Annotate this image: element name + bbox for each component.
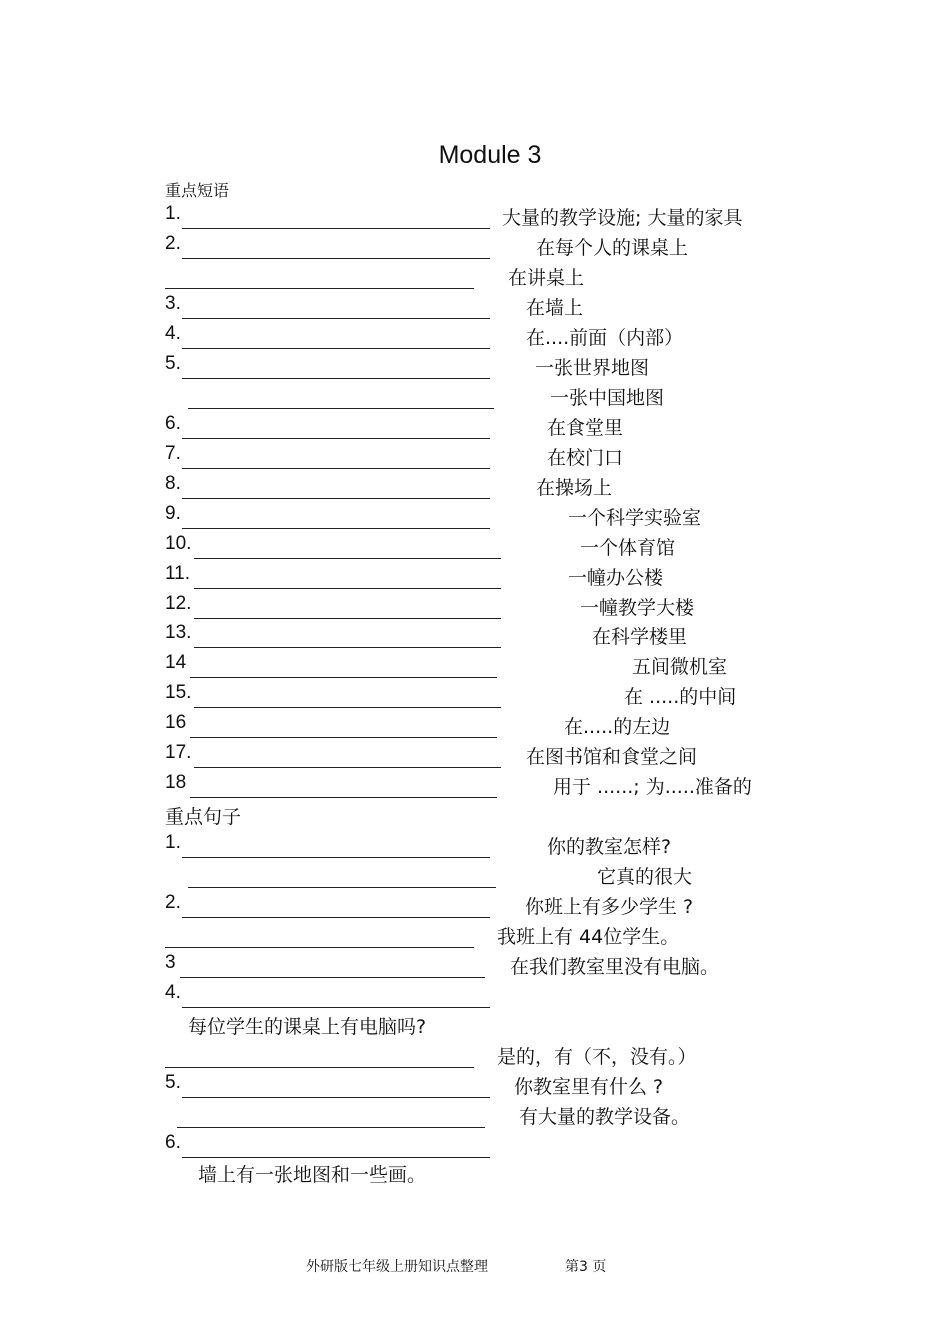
phrase-answer-blank[interactable]	[194, 647, 501, 648]
phrase-answer-blank[interactable]	[194, 618, 501, 619]
sentence-answer-blank[interactable]	[188, 887, 496, 888]
phrase-answer-blank[interactable]	[194, 558, 501, 559]
phrase-number: 11.	[165, 563, 191, 584]
phrase-chinese-text: 一个体育馆	[580, 537, 676, 559]
phrase-answer-blank[interactable]	[190, 677, 497, 678]
sentence-chinese-text: 我班上有 44位学生。	[497, 926, 680, 948]
phrase-chinese-text: 一张中国地图	[550, 387, 665, 409]
phrase-number: 17.	[165, 742, 192, 763]
phrase-number: 10.	[165, 533, 192, 554]
sentence-number: 3	[165, 952, 176, 973]
phrase-number: 12.	[165, 593, 192, 614]
sentence-number: 4.	[165, 982, 181, 1003]
phrase-chinese-text: 五间微机室	[632, 656, 728, 678]
phrase-chinese-text: 一幢办公楼	[568, 567, 664, 589]
phrase-answer-blank[interactable]	[182, 528, 490, 529]
phrase-chinese-text: 大量的教学设施; 大量的家具	[502, 207, 743, 229]
phrase-chinese-text: 在墙上	[526, 297, 584, 319]
phrase-chinese-text: 在 .....的中间	[624, 686, 737, 708]
phrase-chinese-text: 在每个人的课桌上	[536, 237, 689, 259]
sentences-heading: 重点句子	[165, 806, 242, 828]
phrase-number: 8.	[165, 473, 181, 494]
phrase-number: 14	[165, 652, 187, 673]
phrase-number: 9.	[165, 503, 181, 524]
phrase-number: 2.	[165, 233, 181, 254]
phrase-number: 13.	[165, 622, 192, 643]
sentence-chinese-text: 有大量的教学设备。	[519, 1106, 691, 1128]
phrase-answer-blank[interactable]	[182, 258, 490, 259]
phrase-chinese-text: 在食堂里	[547, 417, 624, 439]
sentence-answer-blank[interactable]	[182, 917, 490, 918]
sentence-chinese-text: 你教室里有什么 ?	[514, 1076, 664, 1098]
phrase-answer-blank[interactable]	[182, 378, 490, 379]
phrase-chinese-text: 在校门口	[547, 447, 624, 469]
phrase-chinese-text: 在科学楼里	[592, 626, 688, 648]
phrase-chinese-text: 一张世界地图	[535, 357, 650, 379]
phrase-number: 3.	[165, 293, 181, 314]
sentence-number: 2.	[165, 892, 181, 913]
sentence-number: 1.	[165, 832, 181, 853]
phrase-chinese-text: 在讲桌上	[508, 267, 585, 289]
footer-page: 第3 页	[565, 1259, 607, 1275]
sentence-chinese-text: 每位学生的课桌上有电脑吗?	[188, 1016, 427, 1038]
phrase-answer-blank[interactable]	[190, 797, 497, 798]
phrase-chinese-text: 一幢教学大楼	[580, 597, 695, 619]
page-title: Module 3	[438, 141, 542, 169]
phrase-answer-blank[interactable]	[182, 348, 490, 349]
phrase-answer-blank[interactable]	[182, 468, 490, 469]
sentence-answer-blank[interactable]	[182, 1157, 490, 1158]
phrase-answer-blank[interactable]	[194, 767, 501, 768]
phrase-number: 16	[165, 712, 187, 733]
sentence-number: 5.	[165, 1072, 181, 1093]
phrase-chinese-text: 在图书馆和食堂之间	[526, 746, 698, 768]
sentence-answer-blank[interactable]	[165, 947, 474, 948]
sentence-chinese-text: 在我们教室里没有电脑。	[510, 956, 720, 978]
sentence-answer-blank[interactable]	[177, 1127, 485, 1128]
sentence-chinese-text: 它真的很大	[597, 866, 693, 888]
phrase-answer-blank[interactable]	[182, 438, 490, 439]
phrase-chinese-text: 一个科学实验室	[568, 507, 702, 529]
phrase-number: 1.	[165, 203, 181, 224]
sentence-answer-blank[interactable]	[182, 1097, 490, 1098]
phrase-answer-blank[interactable]	[182, 318, 490, 319]
phrase-answer-blank[interactable]	[194, 707, 501, 708]
sentence-number: 6.	[165, 1132, 181, 1153]
phrase-answer-blank[interactable]	[190, 737, 497, 738]
phrase-answer-blank[interactable]	[165, 288, 474, 289]
sentence-answer-blank[interactable]	[165, 1067, 474, 1068]
sentence-chinese-text: 你的教室怎样?	[547, 836, 672, 858]
phrase-number: 6.	[165, 413, 181, 434]
sentence-chinese-text: 你班上有多少学生 ?	[525, 896, 694, 918]
phrase-number: 4.	[165, 323, 181, 344]
phrase-answer-blank[interactable]	[182, 498, 490, 499]
phrase-chinese-text: 在....前面（内部）	[526, 327, 684, 349]
phrase-answer-blank[interactable]	[194, 588, 501, 589]
phrase-number: 18	[165, 772, 187, 793]
phrase-answer-blank[interactable]	[182, 228, 490, 229]
phrase-chinese-text: 用于 ......; 为.....准备的	[553, 776, 752, 798]
footer-book: 外研版七年级上册知识点整理	[306, 1259, 488, 1275]
phrase-number: 15.	[165, 682, 192, 703]
phrase-number: 5.	[165, 353, 181, 374]
sentence-chinese-text: 墙上有一张地图和一些画。	[198, 1164, 427, 1186]
sentence-answer-blank[interactable]	[180, 977, 485, 978]
sentence-answer-blank[interactable]	[182, 1007, 490, 1008]
sentence-answer-blank[interactable]	[182, 857, 490, 858]
sentence-chinese-text: 是的，有（不，没有。）	[497, 1046, 697, 1068]
phrase-chinese-text: 在.....的左边	[564, 716, 671, 738]
phrases-heading: 重点短语	[165, 181, 230, 200]
phrase-answer-blank[interactable]	[188, 408, 494, 409]
phrase-number: 7.	[165, 443, 181, 464]
phrase-chinese-text: 在操场上	[536, 477, 613, 499]
